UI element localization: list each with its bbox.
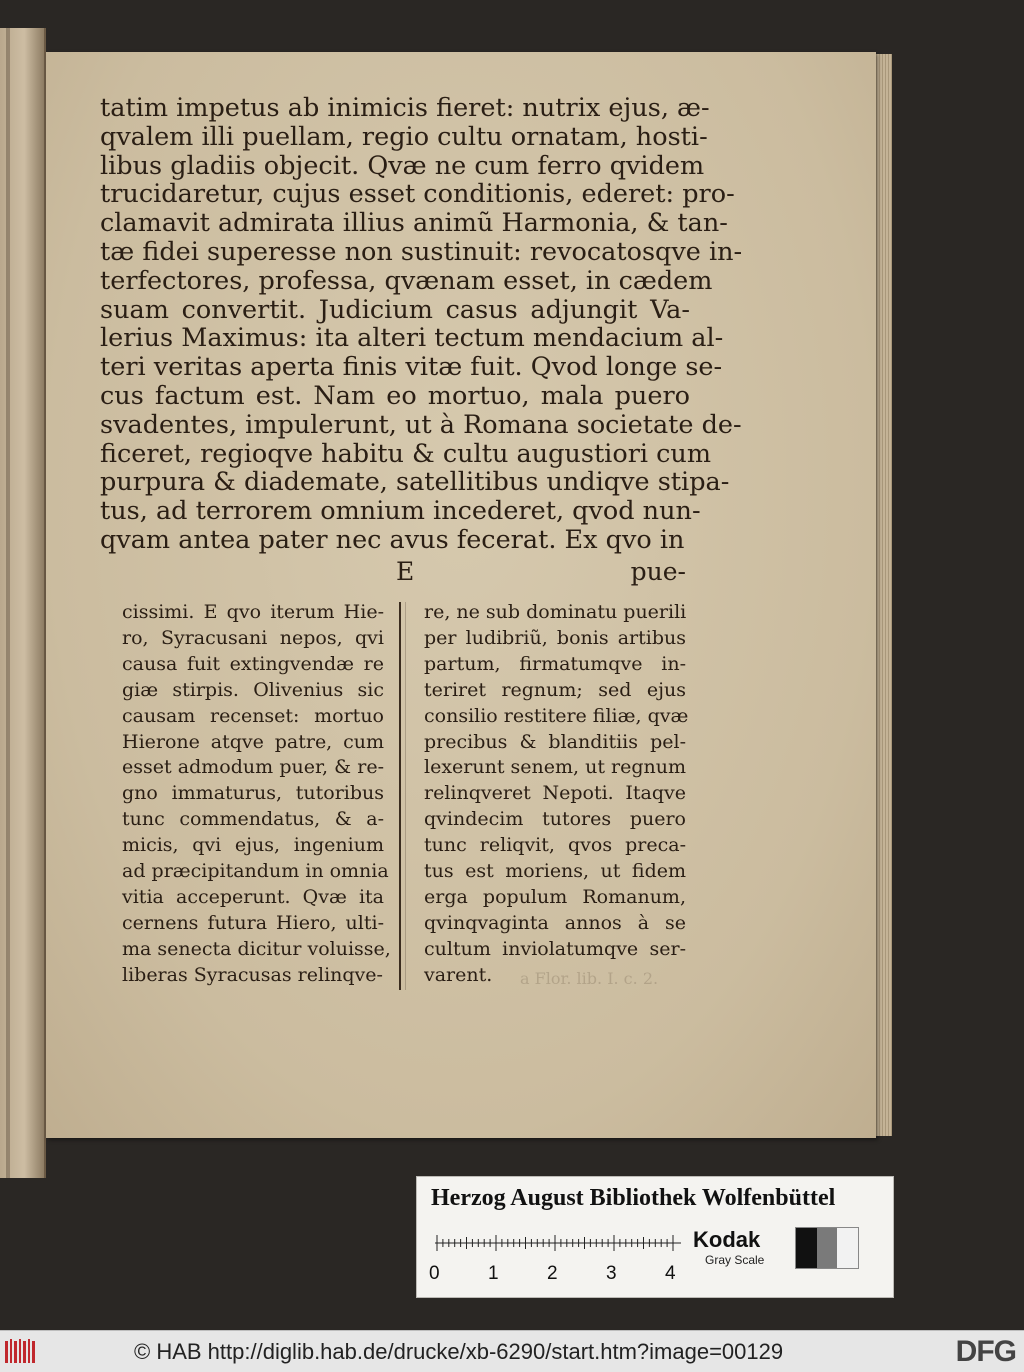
text-line: terfectores, professa, qvænam esset, in cædem	[100, 265, 713, 296]
gray-swatches	[795, 1227, 859, 1269]
text-line: gno immaturus, tutoribus	[122, 782, 384, 805]
text-line: lerius Maximus: ita alteri tectum mendacium al-	[100, 323, 724, 354]
text-line: varent.	[424, 963, 493, 986]
text-line: consilio restitere filiæ, qvæ	[424, 704, 689, 727]
text-line: cissimi. E qvo iterum Hie-	[122, 601, 384, 623]
text-line: teriret regnum; sed ejus	[424, 678, 686, 701]
footnote-column-right	[424, 600, 689, 989]
text-line: svadentes, impulerunt, ut à Romana societate de-	[100, 409, 742, 440]
text-line: libus gladiis objecit. Qvæ ne cum ferro qvidem	[100, 150, 705, 181]
kodak-brand: Kodak	[693, 1227, 761, 1252]
main-text-block	[100, 93, 743, 555]
text-line: ro, Syracusani nepos, qvi	[122, 626, 384, 649]
text-line: cernens futura Hiero, ulti-	[122, 911, 384, 934]
ruler-number: 2	[547, 1263, 558, 1284]
text-line: ma senecta dicitur voluisse,	[122, 937, 391, 960]
text-line: causam recenset: mortuo	[122, 704, 384, 727]
text-line: vitia acceperunt. Qvæ ita	[122, 885, 384, 908]
text-line: qvindecim tutores puero	[424, 808, 686, 831]
text-line: relinqveret Nepoti. Itaqve	[424, 782, 686, 805]
page-footer-line	[100, 557, 690, 585]
text-line: tunc commendatus, & a-	[122, 808, 384, 831]
color-calibration-card	[416, 1176, 894, 1298]
text-line: esset admodum puer, & re-	[122, 756, 384, 779]
dfg-logo: DFG	[955, 1335, 1016, 1368]
text-line: cultum inviolatumqve ser-	[424, 937, 686, 960]
source-url-link[interactable]: © HAB http://diglib.hab.de/drucke/xb-6290/start.htm?image=00129	[134, 1339, 784, 1364]
text-line: qvalem illi puellam, regio cultu ornatam, hosti-	[100, 121, 708, 152]
signature-mark: E	[396, 557, 415, 586]
text-line: trucidaretur, cujus esset conditionis, ederet: pro-	[100, 179, 735, 210]
catchword: pue-	[630, 557, 686, 586]
text-line: clamavit admirata illius animũ Harmonia, & tan-	[100, 208, 728, 239]
bleed-through-text: a Flor. lib. I. c. 2.	[520, 969, 659, 988]
text-line: precibus & blanditiis pel-	[424, 730, 686, 753]
text-line: lexerunt senem, ut regnum	[424, 756, 686, 779]
footnote-column-left	[122, 600, 391, 989]
left-page-edge	[0, 28, 46, 1178]
text-line: qvam antea pater nec avus fecerat. Ex qvo in	[100, 524, 685, 555]
ruler-scale	[433, 1227, 683, 1259]
text-line: purpura & diademate, satellitibus undiqve stipa-	[100, 467, 730, 498]
text-line: tus, ad terrorem omnium incederet, qvod nun-	[100, 496, 701, 527]
text-line: ficeret, regioqve habitu & cultu augustiori cum	[100, 438, 712, 469]
text-line: tus est moriens, ut fidem	[424, 860, 686, 883]
card-title: Herzog August Bibliothek Wolfenbüttel	[431, 1185, 836, 1211]
text-line: liberas Syracusas relinqve-	[122, 963, 383, 986]
text-line: per ludibriũ, bonis artibus	[424, 626, 686, 649]
text-line: causa fuit extingvendæ re	[122, 652, 384, 675]
text-line: qvinqvaginta annos à se	[424, 911, 686, 934]
text-line: ad præcipitandum in omnia	[122, 860, 389, 883]
text-line: erga populum Romanum,	[424, 885, 686, 908]
text-line: teri veritas aperta finis vitæ fuit. Qvod longe se-	[100, 352, 723, 383]
gray-scale-label: Gray Scale	[705, 1253, 765, 1267]
footer-bar	[0, 1330, 1024, 1372]
text-line: cus factum est. Nam eo mortuo, mala puero	[100, 380, 690, 411]
hab-barcode-icon	[4, 1337, 38, 1365]
ruler-number: 0	[429, 1263, 440, 1284]
column-rule	[399, 602, 401, 990]
text-line: Hierone atqve patre, cum	[122, 730, 384, 753]
column-rule-shadow	[405, 602, 406, 990]
text-line: giæ stirpis. Olivenius sic	[122, 678, 384, 701]
ruler-number: 1	[488, 1263, 499, 1284]
text-line: suam convertit. Judicium casus adjungit Va-	[100, 294, 690, 325]
text-line: micis, qvi ejus, ingenium	[122, 834, 384, 857]
swatch-gray	[817, 1228, 838, 1268]
ruler-number: 3	[606, 1263, 617, 1284]
ruler-numbers	[429, 1263, 689, 1285]
text-line: tunc reliqvit, qvos preca-	[424, 834, 686, 857]
ruler-number: 4	[665, 1263, 676, 1284]
text-line: partum, firmatumqve in-	[424, 652, 686, 675]
text-line: re, ne sub dominatu puerili	[424, 601, 687, 623]
swatch-white	[837, 1228, 858, 1268]
page-stack-edge	[874, 54, 892, 1136]
swatch-black	[796, 1228, 817, 1268]
text-line: tatim impetus ab inimicis fieret: nutrix ejus, æ-	[100, 93, 710, 123]
text-line: tæ fidei superesse non sustinuit: revocatosqve in-	[100, 236, 743, 267]
